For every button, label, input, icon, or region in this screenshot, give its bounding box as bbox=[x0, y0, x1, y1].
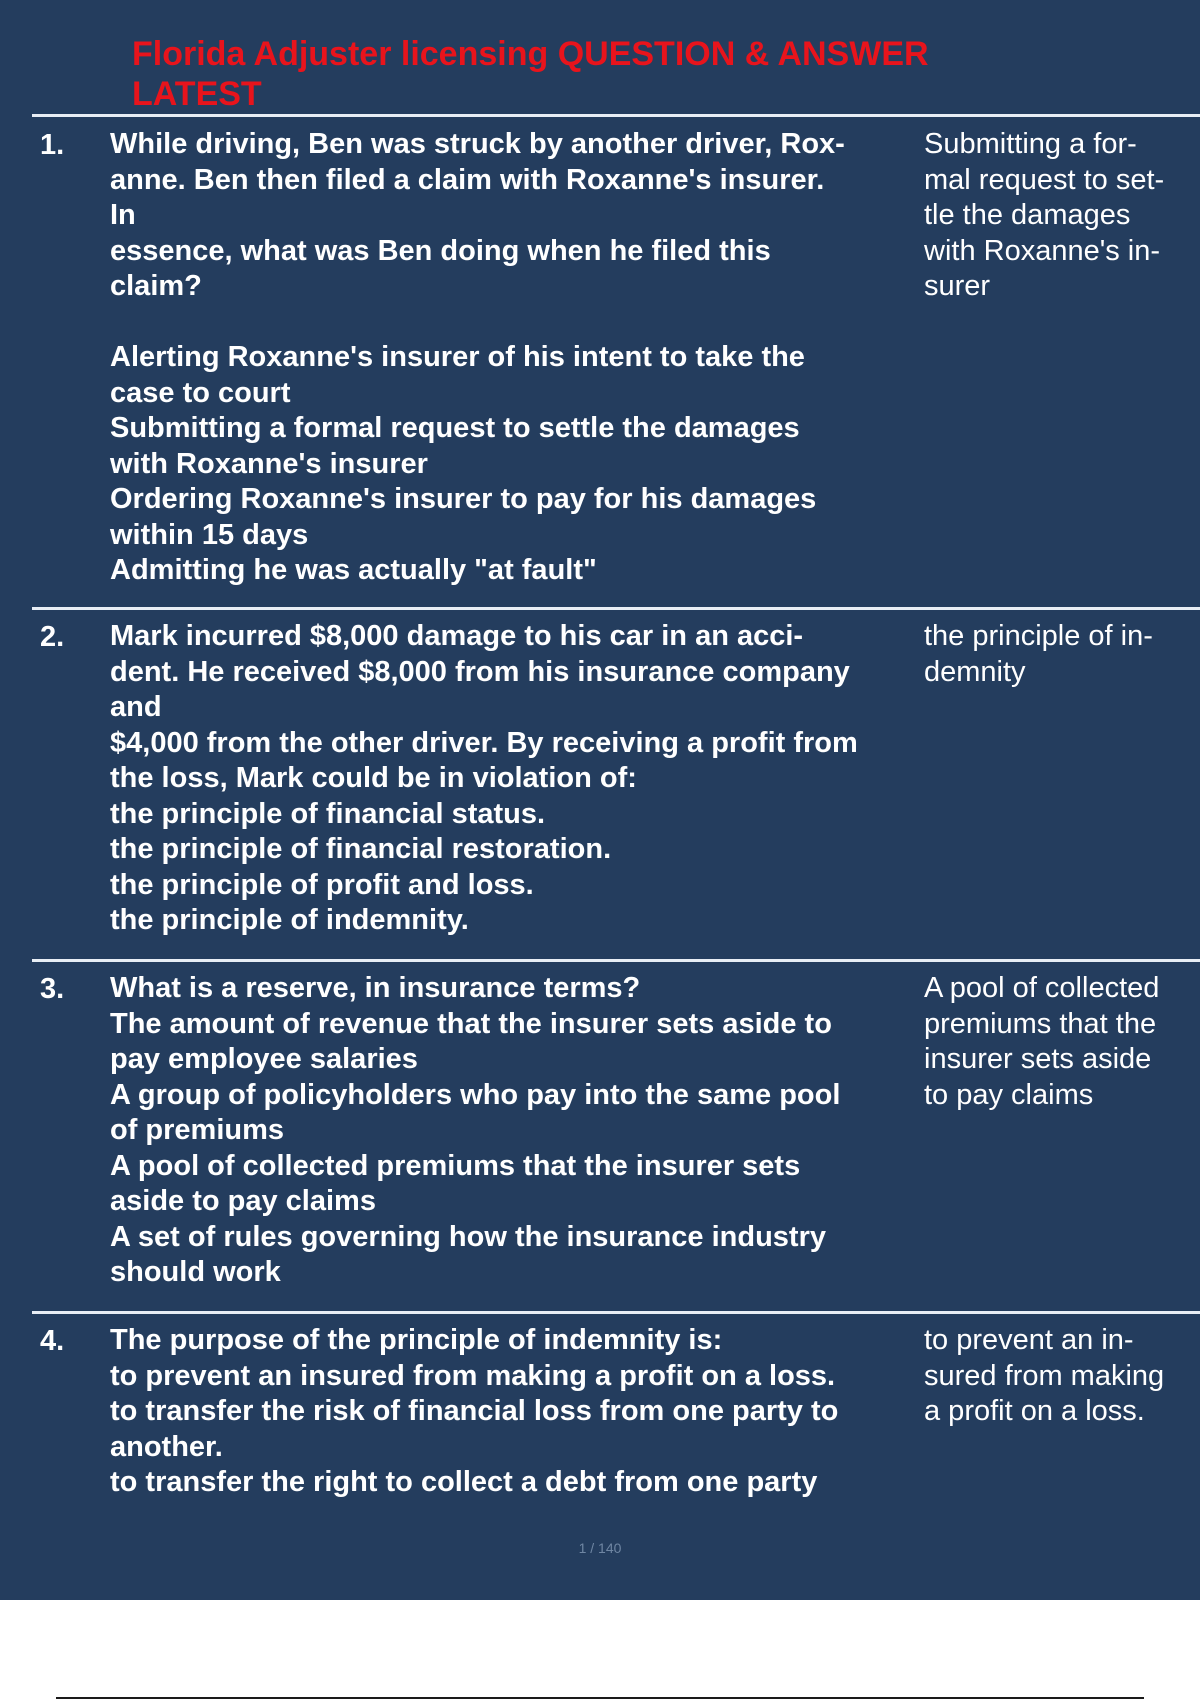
page-indicator: 1 / 140 bbox=[578, 1540, 622, 1556]
question-number: 4. bbox=[40, 1325, 65, 1357]
question-number: 2. bbox=[40, 621, 65, 653]
question-number: 3. bbox=[40, 973, 65, 1005]
question-number: 1. bbox=[40, 129, 65, 161]
answer-text: to prevent an in- sured from making a profit on a loss. bbox=[924, 1324, 1165, 1427]
document-title: Florida Adjuster licensing QUESTION & ANSWER LATEST bbox=[132, 35, 929, 113]
question-text: Mark incurred $8,000 damage to his car in an acci- dent. He received $8,000 from his insurance company and $4,000 from the other driver. By receiving a profit from the loss, Mark could be in violation of: the principle of financial status. the principle of financial restoration. the principle of profit and loss. the principle of indemnity. bbox=[110, 620, 858, 936]
divider-rule bbox=[32, 959, 1200, 962]
question-text: While driving, Ben was struck by another driver, Rox- anne. Ben then filed a claim with Roxanne's insurer. In essence, what was Ben doing when he filed this claim? Alerting Roxanne's insurer of his intent to take the case to court Submitting a formal request to settle the damages with Roxanne's insurer Ordering Roxanne's insurer to pay for his damages within 15 days Admitting he was actually "at fault" bbox=[110, 128, 845, 586]
answer-text: the principle of in- demnity bbox=[924, 620, 1153, 688]
next-page-edge-line bbox=[56, 1697, 1144, 1699]
divider-rule bbox=[32, 607, 1200, 610]
divider-rule bbox=[32, 114, 1200, 117]
answer-text: Submitting a for- mal request to set- tle the damages with Roxanne's in- surer bbox=[924, 128, 1165, 302]
answer-text: A pool of collected premiums that the insurer sets aside to pay claims bbox=[924, 972, 1160, 1111]
question-text: The purpose of the principle of indemnity is: to prevent an insured from making a profit on a loss. to transfer the risk of financial loss from one party to another. to transfer the right to collect a debt from one party bbox=[110, 1324, 839, 1498]
question-text: What is a reserve, in insurance terms? The amount of revenue that the insurer sets aside to pay employee salaries A group of policyholders who pay into the same pool of premiums A pool of collected premiums that the insurer sets aside to pay claims A set of rules governing how the insurance industry should work bbox=[110, 972, 841, 1288]
divider-rule bbox=[32, 1311, 1200, 1314]
